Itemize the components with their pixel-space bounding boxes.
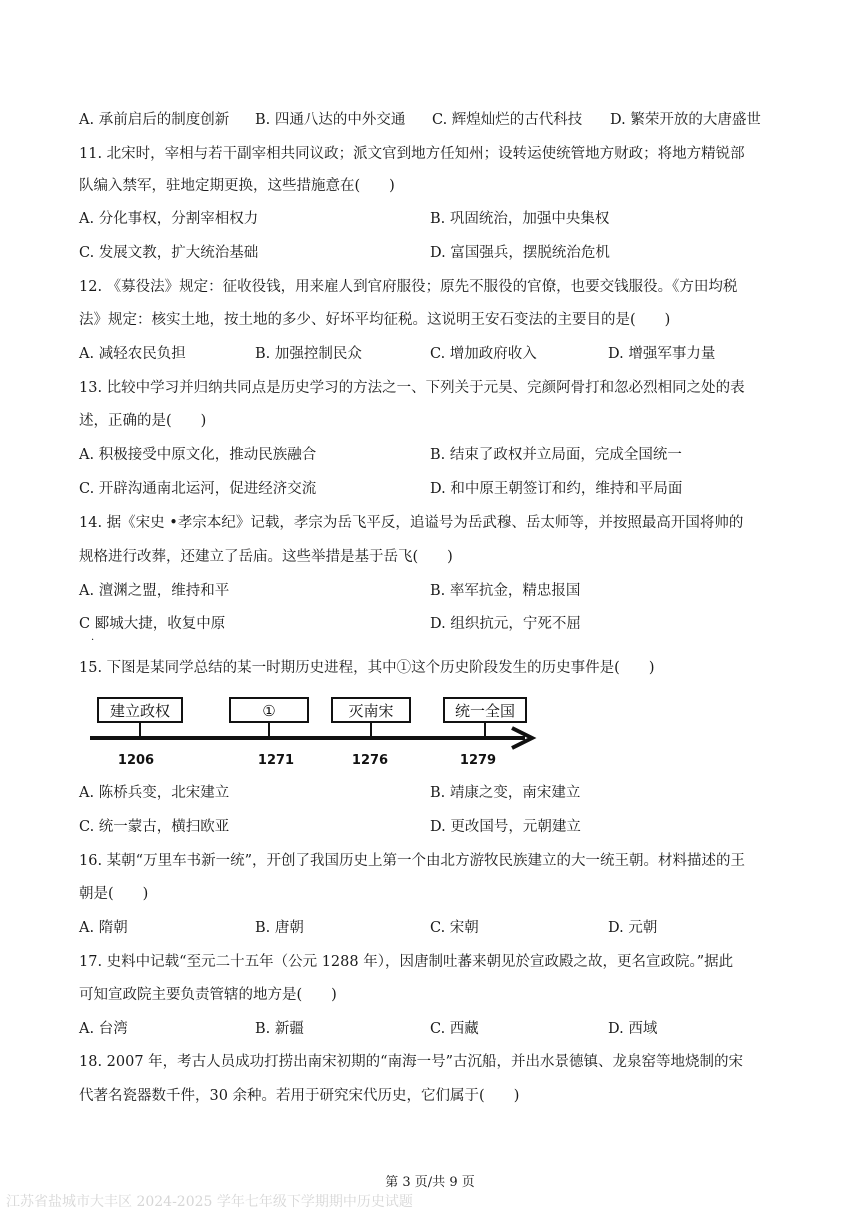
q14-option-a: A. 澶渊之盟，维持和平 bbox=[79, 583, 230, 599]
timeline-box-4-label: 统一全国 bbox=[454, 702, 516, 720]
q13-option-d: D. 和中原王朝签订和约，维持和平局面 bbox=[430, 481, 683, 497]
q15-option-c: C. 统一蒙古，横扫欧亚 bbox=[79, 819, 230, 835]
q15-option-d: D. 更改国号，元朝建立 bbox=[430, 819, 581, 835]
q14-option-d: D. 组织抗元，宁死不屈 bbox=[430, 616, 581, 632]
q11-option-b: B. 巩固统治，加强中央集权 bbox=[430, 211, 610, 227]
q18-stem-line2: 代著名瓷器数千件，30 余种。若用于研究宋代历史，它们属于( ) bbox=[79, 1088, 520, 1104]
q14-stem-line2: 规格进行改葬，还建立了岳庙。这些举措是基于岳飞( ) bbox=[79, 549, 453, 565]
q13-stem-line2: 述，正确的是( ) bbox=[79, 413, 207, 429]
timeline-box-4 bbox=[444, 698, 526, 722]
q16-option-a: A. 隋朝 bbox=[79, 920, 128, 936]
q17-option-b: B. 新疆 bbox=[255, 1021, 304, 1037]
option-b: B. 四通八达的中外交通 bbox=[255, 112, 406, 128]
q14-option-c: C 郾城大捷，收复中原 bbox=[79, 616, 226, 632]
q13-stem-line1: 13. 比较中学习并归纳共同点是历史学习的方法之一、下列关于元昊、完颜阿骨打和忽必烈相同之处的表 bbox=[79, 380, 745, 396]
q16-option-c: C. 宋朝 bbox=[430, 920, 479, 936]
timeline-box-3 bbox=[332, 698, 410, 722]
q15-stem-line1: 15. 下图是某同学总结的某一时期历史进程，其中①这个历史阶段发生的历史事件是( ) bbox=[79, 660, 655, 676]
q17-option-d: D. 西域 bbox=[608, 1021, 658, 1037]
q15-option-a: A. 陈桥兵变，北宋建立 bbox=[79, 785, 230, 801]
q15-option-b: B. 靖康之变，南宋建立 bbox=[430, 785, 581, 801]
timeline-box-2-label: ① bbox=[262, 702, 276, 720]
q12-stem-line1: 12. 《募役法》规定：征收役钱，用来雇人到官府服役；原先不服役的官僚，也要交钱服役。《方田均税 bbox=[79, 279, 738, 295]
page-footer: 第 3 页/共 9 页 bbox=[385, 1175, 475, 1190]
option-c: C. 辉煌灿烂的古代科技 bbox=[432, 112, 583, 128]
timeline-year-2: 1271 bbox=[257, 753, 295, 768]
q12-option-c: C. 增加政府收入 bbox=[430, 346, 537, 362]
q13-option-b: B. 结束了政权并立局面，完成全国统一 bbox=[430, 447, 682, 463]
watermark: 江苏省盐城市大丰区 2024-2025 学年七年级下学期期中历史试题 bbox=[6, 1194, 413, 1210]
q11-stem-line2: 队编入禁军，驻地定期更换，这些措施意在( ) bbox=[79, 178, 395, 194]
q11-option-c: C. 发展文教，扩大统治基础 bbox=[79, 245, 259, 261]
q16-stem-line2: 朝是( ) bbox=[79, 886, 149, 902]
q15-timeline bbox=[80, 692, 550, 774]
q11-stem-line1: 11. 北宋时，宰相与若干副宰相共同议政；派文官到地方任知州；设转运使统管地方财政；将地方精锐部 bbox=[79, 146, 745, 162]
q14-option-b: B. 率军抗金，精忠报国 bbox=[430, 583, 581, 599]
q18-stem-line1: 18. 2007 年，考古人员成功打捞出南宋初期的“南海一号”古沉船，并出水景德镇、龙泉窑等地烧制的宋 bbox=[79, 1054, 744, 1070]
q12-stem-line2: 法》规定：核实土地，按土地的多少、好坏平均征税。这说明王安石变法的主要目的是( ) bbox=[79, 312, 671, 328]
q17-stem-line2: 可知宣政院主要负责管辖的地方是( ) bbox=[79, 987, 337, 1003]
q13-option-c: C. 开辟沟通南北运河，促进经济交流 bbox=[79, 481, 317, 497]
timeline-year-3: 1276 bbox=[351, 753, 389, 768]
q14-stray-dot: · bbox=[91, 635, 95, 646]
q13-option-a: A. 积极接受中原文化，推动民族融合 bbox=[79, 447, 317, 463]
timeline-box-3-label: 灭南宋 bbox=[348, 702, 394, 720]
q17-stem-line1: 17. 史料中记载“至元二十五年（公元 1288 年），因唐制吐蕃来朝见於宣政殿之故，更名宣政院。”据此 bbox=[79, 954, 734, 970]
q16-option-b: B. 唐朝 bbox=[255, 920, 304, 936]
timeline-box-2 bbox=[230, 698, 308, 722]
timeline-year-1: 1206 bbox=[117, 753, 155, 768]
q17-option-c: C. 西藏 bbox=[430, 1021, 479, 1037]
q12-option-d: D. 增强军事力量 bbox=[608, 346, 716, 362]
option-a: A. 承前启后的制度创新 bbox=[79, 112, 230, 128]
q12-option-a: A. 减轻农民负担 bbox=[79, 346, 186, 362]
q11-option-a: A. 分化事权，分割宰相权力 bbox=[79, 211, 259, 227]
timeline-box-1 bbox=[98, 698, 182, 722]
q16-option-d: D. 元朝 bbox=[608, 920, 658, 936]
timeline-box-1-label: 建立政权 bbox=[109, 702, 171, 720]
q16-stem-line1: 16. 某朝“万里车书新一统”，开创了我国历史上第一个由北方游牧民族建立的大一统王朝。材料描述的王 bbox=[79, 853, 745, 869]
q12-option-b: B. 加强控制民众 bbox=[255, 346, 362, 362]
q11-option-d: D. 富国强兵，摆脱统治危机 bbox=[430, 245, 610, 261]
q17-option-a: A. 台湾 bbox=[79, 1021, 128, 1037]
timeline-year-4: 1279 bbox=[459, 753, 497, 768]
q14-stem-line1: 14. 据《宋史 •孝宗本纪》记载，孝宗为岳飞平反，追谥号为岳武穆、岳太师等，并按照最高开国将帅的 bbox=[79, 515, 744, 531]
option-d: D. 繁荣开放的大唐盛世 bbox=[610, 112, 761, 128]
